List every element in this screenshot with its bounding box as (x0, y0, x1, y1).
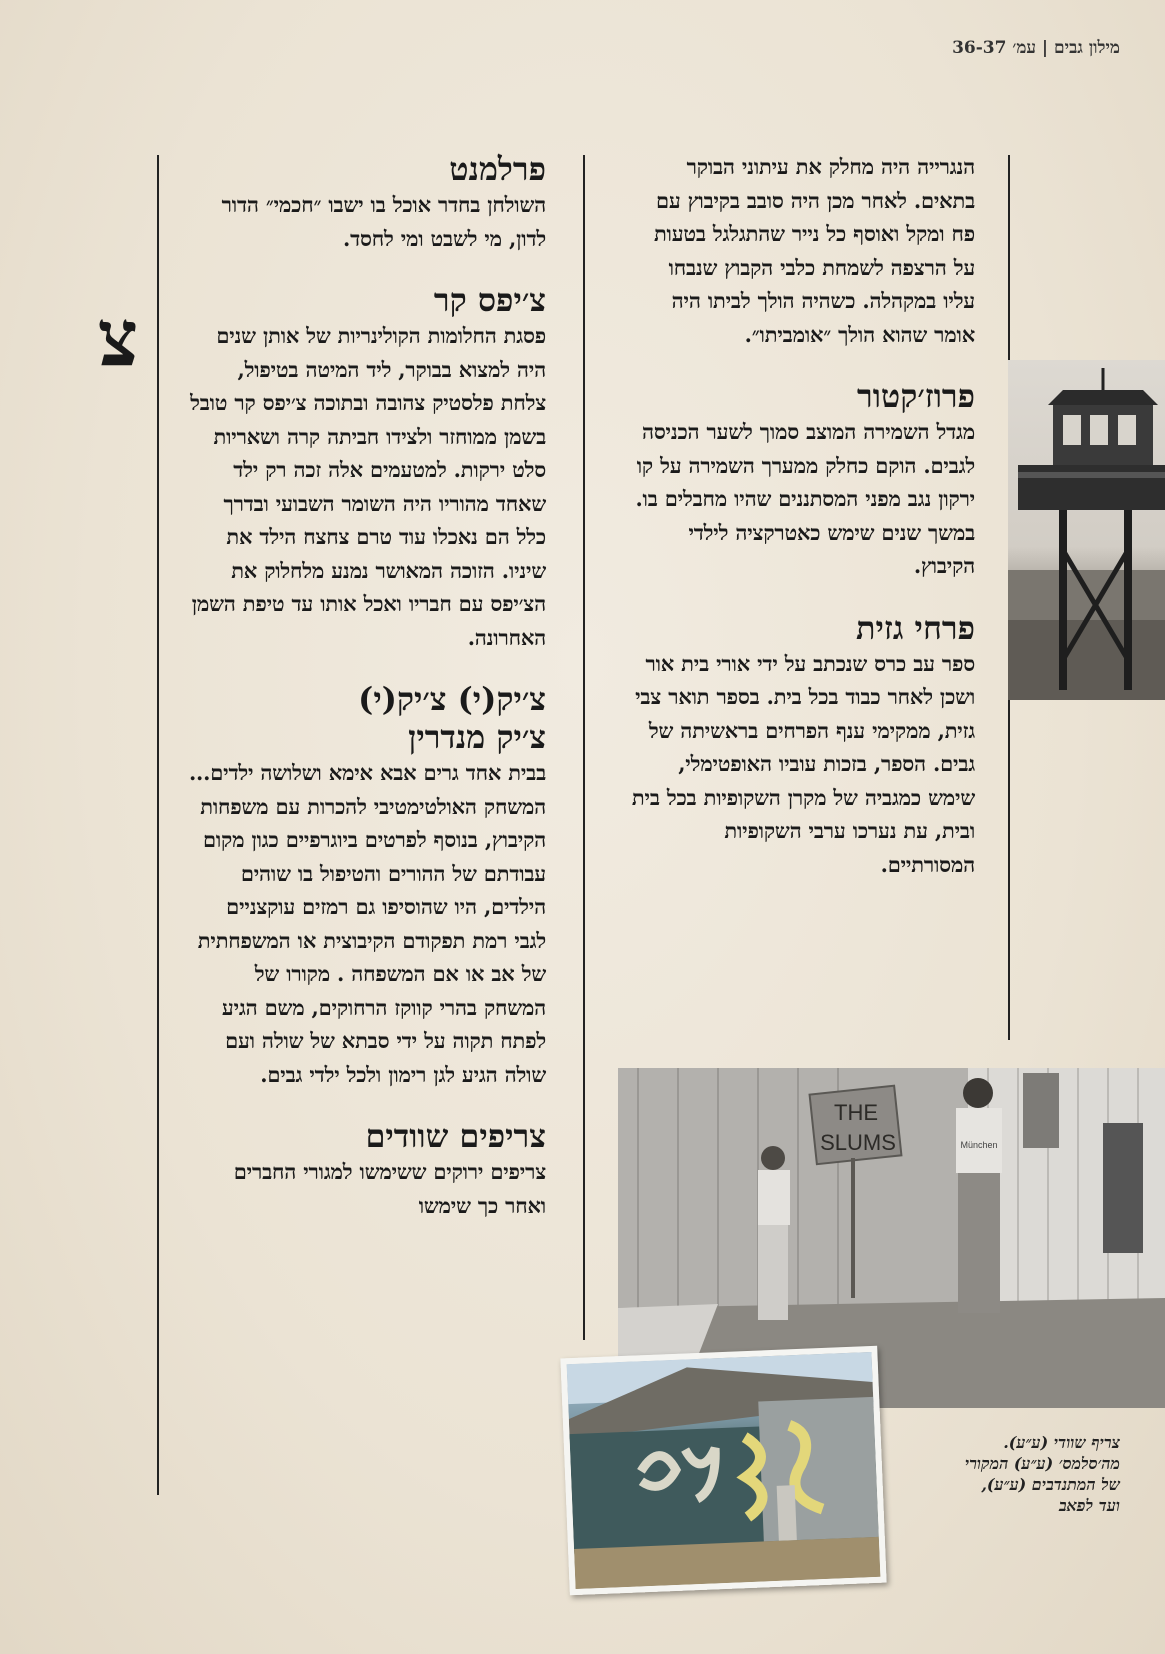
left-column (188, 150, 546, 1248)
shirt-text: München (960, 1140, 998, 1150)
entry-chik-chik (188, 680, 546, 1091)
entry-term-alt: צ׳יק מנדרין (408, 718, 546, 756)
caption-line: ועד לפאב (1058, 1496, 1120, 1515)
entry-body: ספר עב כרס שנכתב על ידי אורי בית אור ושכן לאחר כבוד בכל בית. בספר תואר צבי גזית, ממקימי ענף הפרחים בראשיתה של גבים. הספר, בזכות עוביו האופטימלי, שימש כמגביה של מקרן השקופיות בכל בית ובית, עת נערכו ערבי השקופיות המסורתיים. (631, 650, 975, 877)
watchtower-illustration (1008, 360, 1165, 700)
entry-body: צריפים ירוקים ששימשו למגורי החברים ואחר כך שימשו (233, 1159, 546, 1218)
entry-term: צריפים שוודים (365, 1117, 546, 1155)
section-letter: צ (97, 293, 139, 384)
entry-gazit-flowers (630, 609, 975, 882)
entry-parliament (188, 150, 546, 255)
slums-sign-line1: THE (834, 1100, 878, 1125)
caption-line: של המתנדבים (ע״ע), (981, 1475, 1120, 1494)
entry-projector (630, 377, 975, 583)
running-header: מילון גבים | עמ׳ 36-37 (952, 38, 1120, 58)
entry-cold-chips (188, 281, 546, 654)
entry-swedish-huts (188, 1117, 546, 1222)
caption-line: צריף שוודי (ע״ע). (1003, 1433, 1120, 1452)
entry-term: פרוז׳קטור (857, 377, 975, 415)
entry-term: פרלמנט (449, 150, 546, 188)
photo-caption (902, 1432, 1120, 1516)
column-divider-left (157, 155, 159, 1495)
swedish-hut-illustration (567, 1352, 881, 1589)
entry-body: מגדל השמירה המוצב סמוך לשער הכניסה לגבים. הוקם כחלק ממערך השמירה על קו ירקון נגב מפני המסתננים שהיו מחבלים בו. במשך שנים שימש כאטרקציה לילדי הקיבוץ. (635, 419, 975, 578)
entry-body: הנגרייה היה מחלק את עיתוני הבוקר בתאים. לאחר מכן היה סובב בקיבוץ עם פח ומקל ואוסף כל נייר שהתגלגל בטעות על הרצפה לשמחת כלבי הקבוץ שנבחו עליו במקהלה. כשהיה הולך לביתו היה אומר שהוא הולך ״אומביתו״. (653, 154, 975, 347)
watchtower-photo (1008, 360, 1165, 700)
entry-term: פרחי גזית (856, 608, 975, 647)
entry-body: השולחן בחדר אוכל בו ישבו ״חכמי״ הדור לדון, מי לשבט ומי לחסד. (221, 192, 546, 251)
slums-sign-line2: SLUMS (820, 1130, 896, 1155)
entry-body: פסגת החלומות הקולינריות של אותן שנים היה למצוא בבוקר, ליד המיטה בטיפול, צלחת פלסטיק צהובה ובתוכה צ׳יפס קר טובל בשמן ממוחזר ולצידו חביתה קרה ושאריות סלט ירקות. למטעמים אלה זכה רק ילד שאחד מהוריו היה השומר השבועי ובדרך כלל הם נאכלו עוד טרם צחצח הילד את שיניו. הזוכה המאושר נמנע מלחלוק את הצ׳יפס עם חבריו ואכל אותו עד טיפת השמן האחרונה. (190, 323, 546, 650)
caption-line: מה׳סלמס׳ (ע״ע) המקורי (964, 1454, 1120, 1473)
entry-term: צ׳יק(י) צ׳יק(י) (358, 680, 546, 718)
entry-continuation (630, 150, 975, 351)
entry-term: צ׳יפס קר (433, 281, 546, 319)
swedish-hut-photo (560, 1346, 886, 1596)
column-divider-middle (583, 155, 585, 1340)
entry-body: בבית אחד גרים אבא אימא ושלושה ילדים... המשחק האולטימטיבי להכרות עם משפחות הקיבוץ, בנוסף לפרטים ביוגרפיים כגון מקום עבודתם של ההורים והטיפול בו שוהים הילדים, היו שהוסיפו גם רמזים עוקצניים לגבי רמת תפקודם הקיבוצית או המשפחתית של אב או אם המשפחה . מקורו של המשחק בהרי קווקז הרחוקים, משם הגיע לפתח תקוה על ידי סבתא של שולה ועם שולה הגיע לגן רימון ולכל ילדי גבים. (188, 760, 546, 1087)
right-column (630, 150, 975, 907)
